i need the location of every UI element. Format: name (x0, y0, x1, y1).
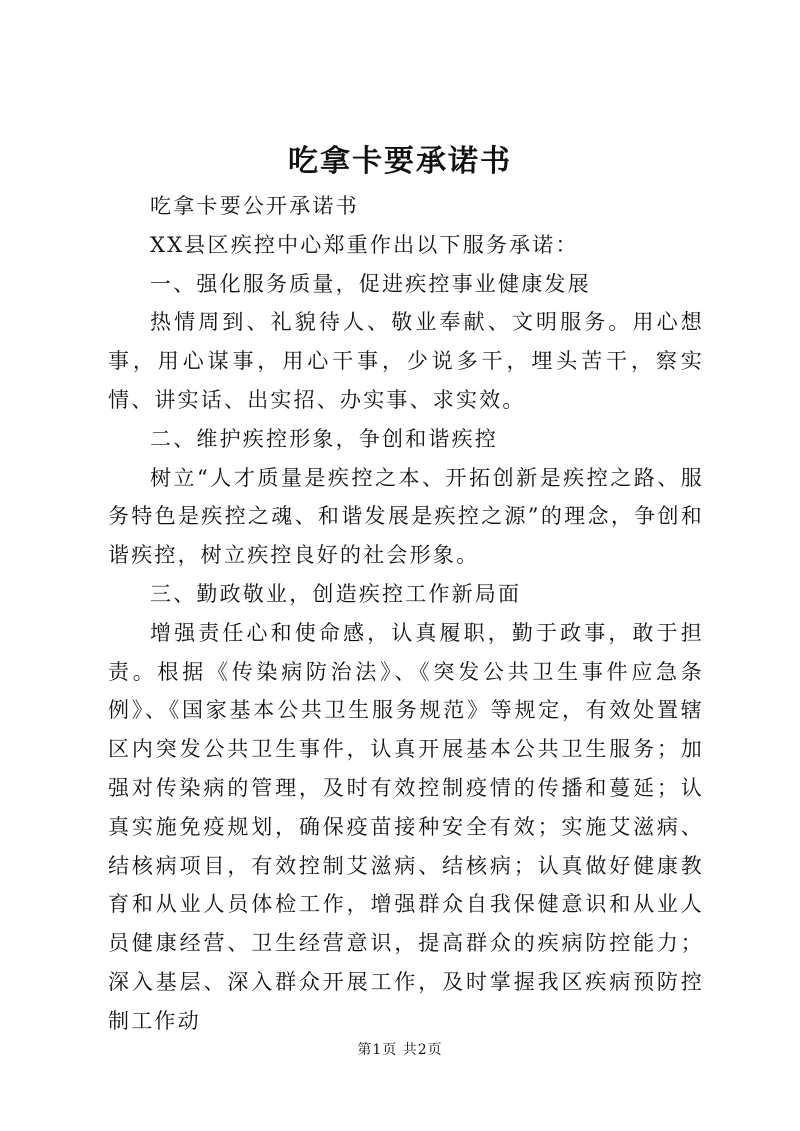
section-heading-2: 二、维护疾控形象，争创和谐疾控 (150, 426, 498, 451)
paragraph-subtitle: 吃拿卡要公开承诺书 (150, 194, 359, 218)
section-heading-1: 一、强化服务质量，促进疾控事业健康发展 (150, 271, 591, 296)
paragraph-section-3: 增强责任心和使命感，认真履职，勤于政事，敢于担责。根据《传染病防治法》、《突发公共卫生事件应急条例》、《国家基本公共卫生服务规范》等规定，有效处置辖区内突发公共卫生事件，认真开展基本公共卫生服务；加强对传染病的管理，及时有效控制疫情的传播和蔓延；认真实施免疫规划，确保疫苗接种安全有效；实施艾滋病、结核病项目，有效控制艾滋病、结核病；认真做好健康教育和从业人员体检工作，增强群众自我保健意识和从业人员健康经营、卫生经营意识，提高群众的疾病防控能力；深入基层、深入群众开展工作，及时掌握我区疾病预防控制工作动 (108, 620, 704, 1033)
paragraph-section-1: 热情周到、礼貌待人、敬业奉献、文明服务。用心想事，用心谋事，用心干事，少说多干，埋头苦干，察实情、讲实话、出实招、办实事、求实效。 (108, 310, 704, 412)
section-heading-3: 三、勤政敬业，创造疾控工作新局面 (150, 581, 522, 606)
document-body (108, 187, 704, 1041)
paragraph-section-2: 树立“人才质量是疾控之本、开拓创新是疾控之路、服务特色是疾控之魂、和谐发展是疾控之源”的理念，争创和谐疾控，树立疾控良好的社会形象。 (108, 465, 704, 568)
document-title: 吃拿卡要承诺书 (288, 144, 512, 179)
page-footer: 第1页 共2页 (357, 1042, 443, 1058)
paragraph-intro: XX县区疾控中心郑重作出以下服务承诺： (150, 232, 579, 257)
